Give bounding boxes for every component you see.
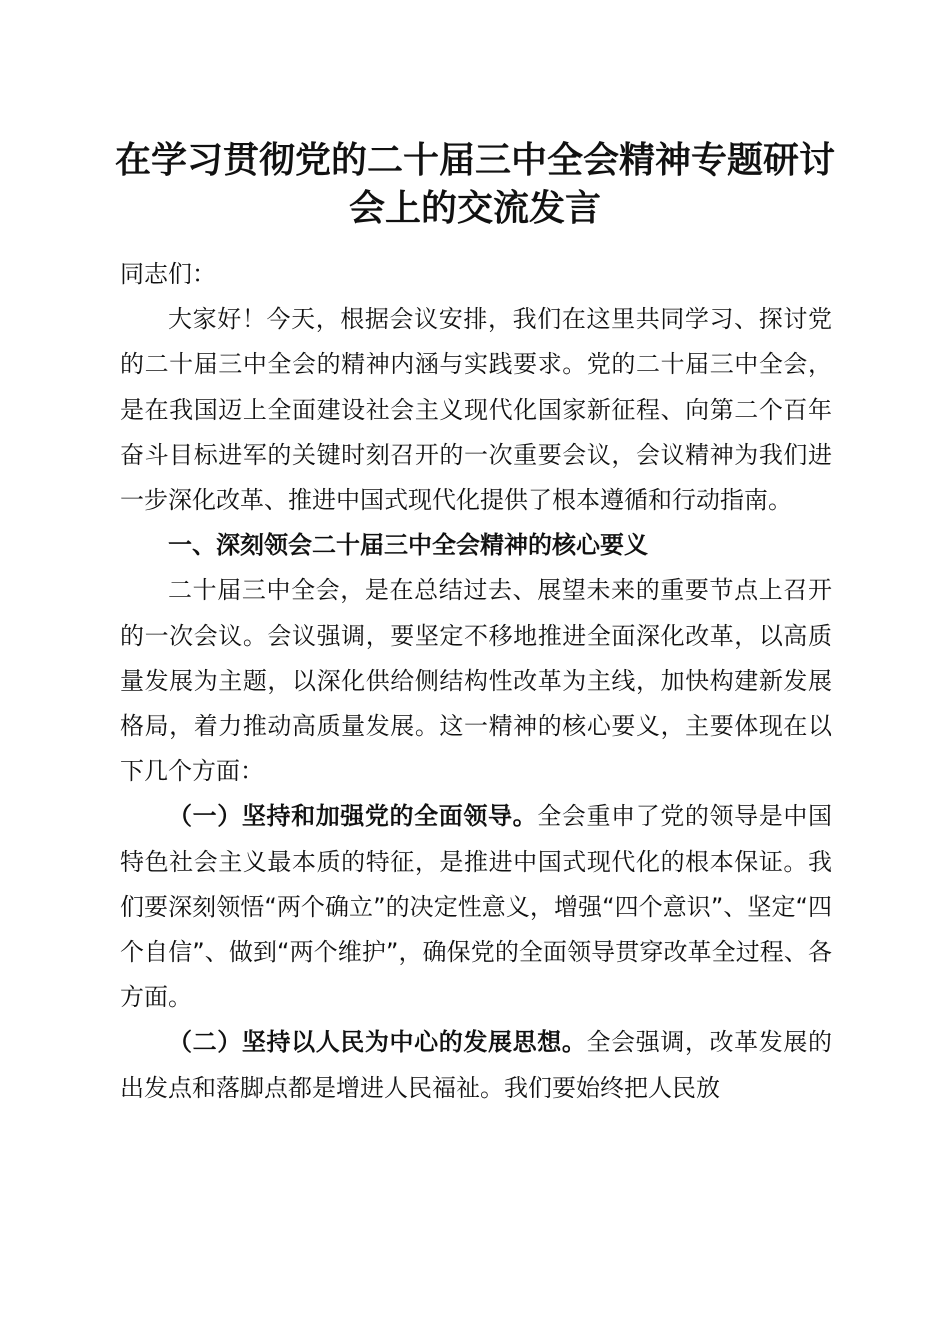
document-body bbox=[120, 252, 832, 1111]
point-2-lead: （二）坚持以人民为中心的发展思想。 bbox=[168, 1028, 587, 1057]
document-title-line-1: 在学习贯彻党的二十届三中全会精神专题研讨 bbox=[114, 139, 835, 181]
point-1-body: 全会重申了党的领导是中国特色社会主义最本质的特征，是推进中国式现代化的根本保证。我们要深刻领悟“两个确立”的决定性意义，增强“四个意识”、坚定“四个自信”、做到“两个维护”，确保党的全面领导贯穿改革全过程、各方面。 bbox=[120, 802, 833, 1012]
point-1-lead: （一）坚持和加强党的全面领导。 bbox=[168, 802, 538, 831]
intro-paragraph: 大家好！今天，根据会议安排，我们在这里共同学习、探讨党的二十届三中全会的精神内涵与实践要求。党的二十届三中全会，是在我国迈上全面建设社会主义现代化国家新征程、向第二个百年奋斗目标进军的关键时刻召开的一次重要会议，会议精神为我们进一步深化改革、推进中国式现代化提供了根本遵循和行动指南。 bbox=[120, 305, 832, 515]
point-2-paragraph bbox=[120, 1020, 832, 1110]
point-2-body: 全会强调，改革发展的出发点和落脚点都是增进人民福祉。我们要始终把人民放 bbox=[120, 1028, 833, 1102]
document-title-line-2: 会上的交流发言 bbox=[348, 187, 601, 229]
section-1-heading: 一、深刻领会二十届三中全会精神的核心要义 bbox=[168, 531, 648, 560]
point-1-paragraph bbox=[120, 794, 832, 1020]
salutation: 同志们： bbox=[120, 260, 216, 288]
section-1-paragraph: 二十届三中全会，是在总结过去、展望未来的重要节点上召开的一次会议。会议强调，要坚定不移地推进全面深化改革，以高质量发展为主题，以深化供给侧结构性改革为主线，加快构建新发展格局，着力推动高质量发展。这一精神的核心要义，主要体现在以下几个方面： bbox=[120, 576, 832, 786]
